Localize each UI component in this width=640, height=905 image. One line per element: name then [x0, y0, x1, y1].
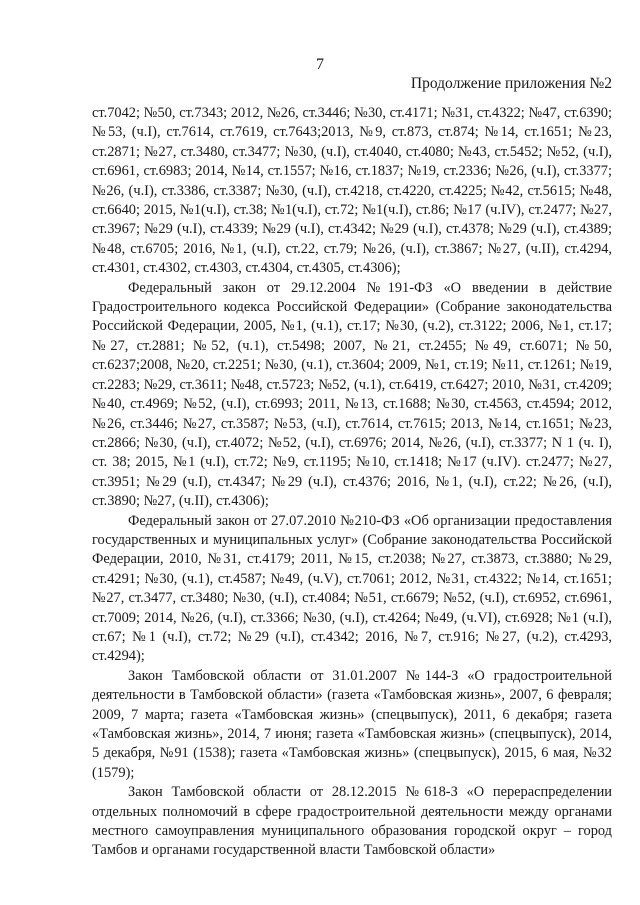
paragraph-federal-law-191: Федеральный закон от 29.12.2004 №191-ФЗ «О введении в действие Градостроительного кодекса Российской Федерации» (Собрание законодательства Российской Федерации, 2005, №1, (ч.1), ст.17; №30, (ч.2), ст.3122; 2006, №1, ст.17; №27, ст.2881; №52, (ч.1), ст.5498; 2007, №21, ст.2455; №49, ст.6071; №50, ст.6237;2008, №20, ст.2251; №30, (ч.1), ст.3604; 2009, №1, ст.19; №11, ст.1261; №19, ст.2283; №29, ст.3611; №48, ст.5723; №52, (ч.1), ст.6419, ст.6427; 2010, №31, ст.4209; №40, ст.4969; №52, (ч.I), ст.6993; 2011, №13, ст.1688; №30, ст.4563, ст.4594; 2012, №26, ст.3446; №27, ст.3587; №53, (ч.I), ст.7614, ст.7615; 2013, №14, ст.1651; №23, ст.2866; №30, (ч.I), ст.4072; №52, (ч.I), ст.6976; 2014, №26, (ч.I), ст.3377; N 1 (ч. I), ст. 38; 2015, №1 (ч.I), ст.72; №9, ст.1195; №10, ст.1418; №17 (ч.IV). ст.2477; №27, ст.3951; №29 (ч.I), ст.4347; №29 (ч.I), ст.4376; 2016, №1, (ч.I), ст.22; №26, (ч.I), ст.3890; №27, (ч.II), ст.4306);	[92, 279, 612, 510]
body-text	[92, 104, 612, 861]
paragraph-tambov-law-144: Закон Тамбовской области от 31.01.2007 №144-З «О градостроительной деятельности в Тамбовской области» (газета «Тамбовская жизнь», 2007, 6 февраля; 2009, 7 марта; газета «Тамбовская жизнь» (спецвыпуск), 2011, 6 декабря; газета «Тамбовская жизнь», 2014, 7 июня; газета «Тамбовская жизнь» (спецвыпуск), 2014, 5 декабря, №91 (1538); газета «Тамбовская жизнь» (спецвыпуск), 2015, 6 мая, №32 (1579);	[92, 667, 612, 781]
page-number: 7	[316, 56, 324, 73]
paragraph-tambov-law-618: Закон Тамбовской области от 28.12.2015 №618-З «О перераспределении отдельных полномочий в сфере градостроительной деятельности между органами местного самоуправления муниципального образования городской округ – город Тамбов и органами государственной власти Тамбовской области»	[92, 784, 612, 859]
paragraph-citation-continued: ст.7042; №50, ст.7343; 2012, №26, ст.3446; №30, ст.4171; №31, ст.4322; №47, ст.6390; №53, (ч.I), ст.7614, ст.7619, ст.7643;2013, №9, ст.873, ст.874; №14, ст.1651; №23, ст.2871; №27, ст.3480, ст.3477; №30, (ч.I), ст.4040, ст.4080; №43, ст.5452; №52, (ч.I), ст.6961, ст.6983; 2014, №14, ст.1557; №16, ст.1837; №19, ст.2336; №26, (ч.I), ст.3377; №26, (ч.I), ст.3386, ст.3387; №30, (ч.I), ст.4218, ст.4220, ст.4225; №42, ст.5615; №48, ст.6640; 2015, №1(ч.I), ст.38; №1(ч.I), ст.72; №1(ч.I), ст.86; №17 (ч.IV), ст.2477; №27, ст.3967; №29 (ч.I), ст.4339; №29 (ч.I), ст.4342; №29 (ч.I), ст.4378; №29 (ч.I), ст.4389; №48, ст.6705; 2016, №1, (ч.I), ст.22, ст.79; №26, (ч.I), ст.3867; №27, (ч.II), ст.4294, ст.4301, ст.4302, ст.4303, ст.4304, ст.4305, ст.4306);	[92, 105, 612, 277]
appendix-continuation-label: Продолжение приложения №2	[410, 75, 612, 92]
paragraph-federal-law-210: Федеральный закон от 27.07.2010 №210-ФЗ «Об организации предоставления государственных и муниципальных услуг» (Собрание законодательства Российской Федерации, 2010, №31, ст.4179; 2011, №15, ст.2038; №27, ст.3873, ст.3880; №29, ст.4291; №30, (ч.1), ст.4587; №49, (ч.V), ст.7061; 2012, №31, ст.4322; №14, ст.1651; №27, ст.3477, ст.3480; №30, (ч.I), ст.4084; №51, ст.6679; №52, (ч.I), ст.6952, ст.6961, ст.7009; 2014, №26, (ч.I), ст.3366; №30, (ч.I), ст.4264; №49, (ч.VI), ст.6928; №1 (ч.I), ст.67; №1 (ч.I), ст.72; №29 (ч.I), ст.4342; 2016, №7, ст.916; №27, (ч.2), ст.4293, ст.4294);	[92, 512, 612, 665]
